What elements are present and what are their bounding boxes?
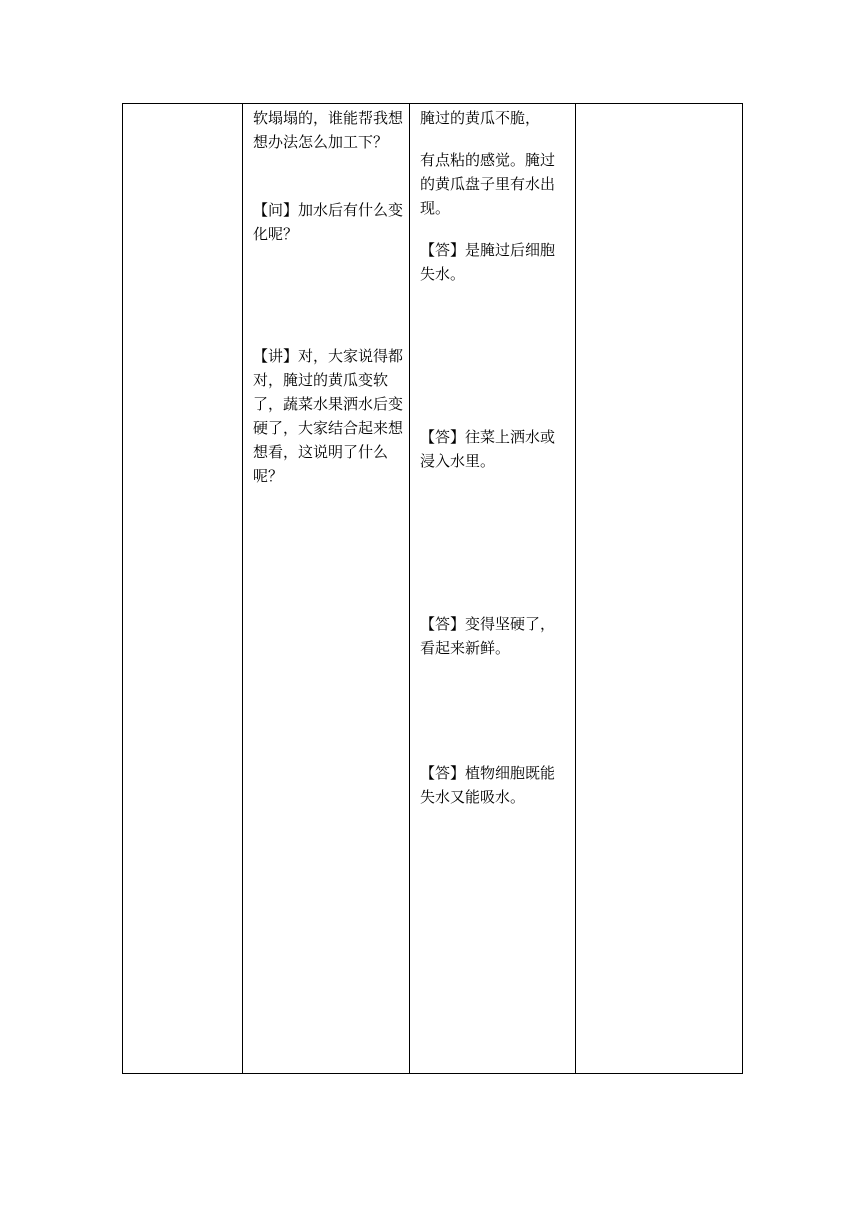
student-answer-4: 【答】植物细胞既能失水又能吸水。 [420, 764, 556, 806]
student-answer-1: 【答】是腌过后细胞失水。 [420, 241, 556, 283]
teacher-explanation: 【讲】对，大家说得都对，腌过的黄瓜变软了，蔬菜水果洒水后变硬了，大家结合起来想想看，这说明了什么呢？ [253, 347, 404, 485]
teacher-question: 【问】加水后有什么变化呢？ [253, 201, 404, 243]
student-answer-3: 【答】变得坚硬了，看起来新鲜。 [420, 615, 556, 657]
lesson-table [122, 103, 743, 1074]
teacher-activity-cell [243, 104, 410, 1074]
student-activity-cell [410, 104, 576, 1074]
student-text-1: 腌过的黄瓜不脆， [420, 109, 541, 127]
table-cell-empty-left [123, 104, 243, 1074]
student-answer-2: 【答】往菜上洒水或浸入水里。 [420, 428, 556, 470]
teacher-text-1: 软塌塌的，谁能帮我想想办法怎么加工下？ [253, 109, 404, 151]
student-text-2: 有点粘的感觉。腌过的黄瓜盘子里有水出现。 [420, 151, 556, 217]
table-row [123, 104, 743, 1074]
table-cell-empty-right [576, 104, 743, 1074]
